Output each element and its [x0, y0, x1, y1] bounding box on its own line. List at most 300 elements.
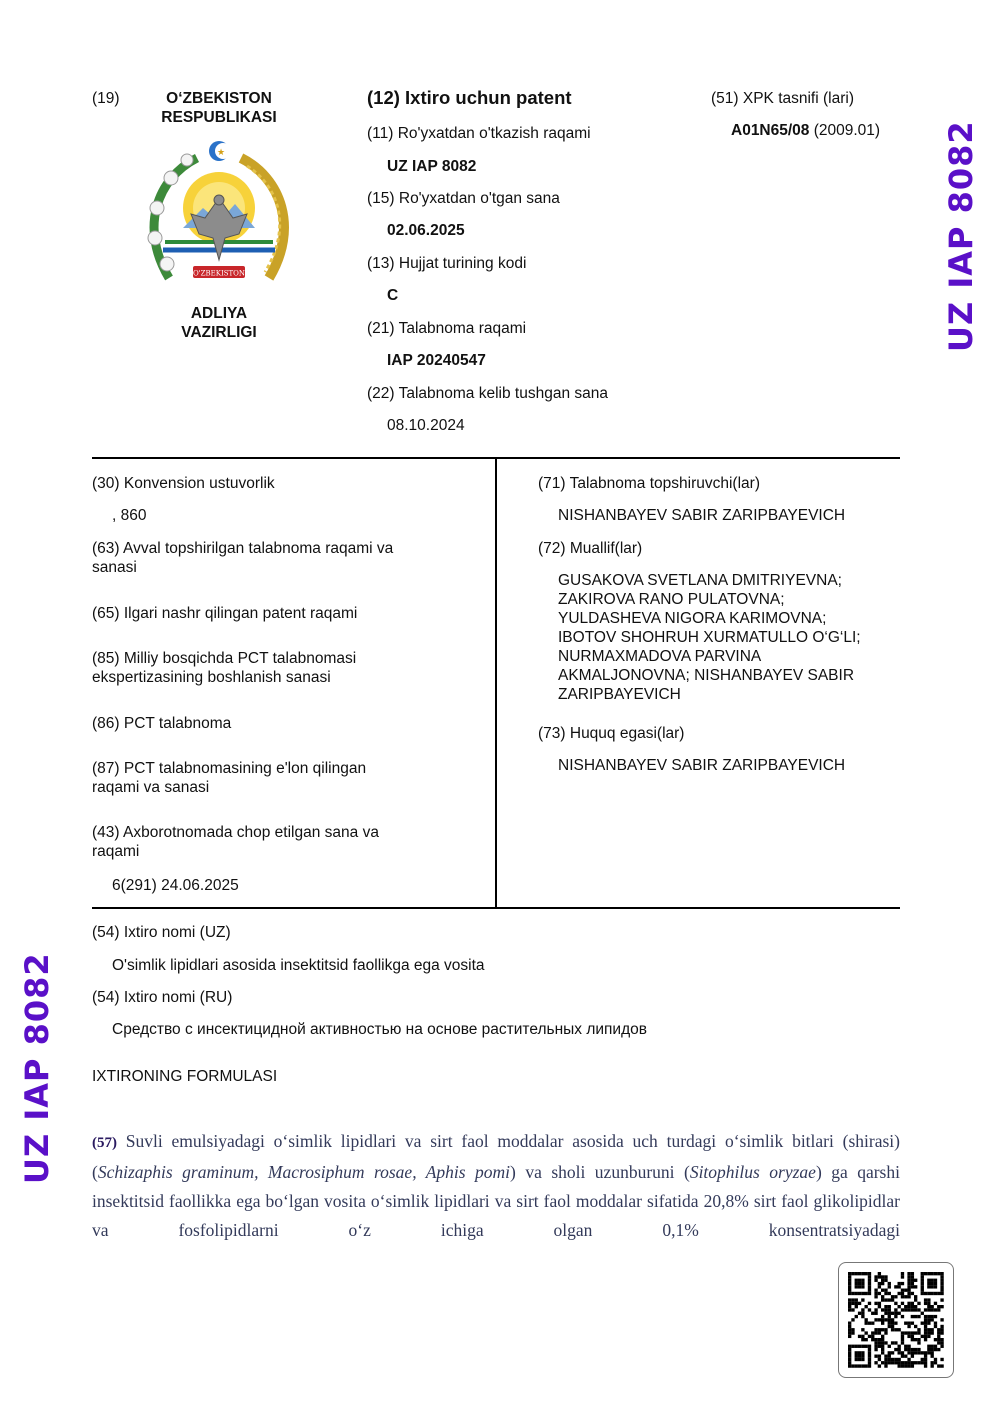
qr-module: [878, 1282, 881, 1285]
qr-module: [934, 1272, 937, 1275]
qr-module: [871, 1335, 874, 1338]
qr-module: [874, 1338, 877, 1341]
qr-module: [898, 1361, 901, 1364]
qr-module: [911, 1272, 914, 1275]
qr-module: [907, 1279, 910, 1282]
qr-module: [878, 1364, 881, 1367]
authors-value: GUSAKOVA SVETLANA DMITRIYEVNA; ZAKIROVA RANO PULATOVNA; YULDASHEVA NIGORA KARIMOVNA; IBOTOV SHOHRUH XURMATULLO O‘G‘LI; NURMAXMADOVA PARVINA AKMALJONOVNA; NISHANBAYEV SABIR ZARIPBAYEVICH: [558, 572, 861, 703]
qr-module: [904, 1322, 907, 1325]
qr-module: [921, 1335, 924, 1338]
qr-module: [855, 1272, 858, 1275]
qr-module: [904, 1295, 907, 1298]
qr-module: [914, 1298, 917, 1301]
qr-module: [924, 1325, 927, 1328]
qr-module: [878, 1358, 881, 1361]
qr-module: [874, 1275, 877, 1278]
qr-module: [888, 1345, 891, 1348]
qr-module: [851, 1298, 854, 1301]
qr-module: [848, 1292, 851, 1295]
qr-module: [927, 1351, 930, 1354]
qr-module: [881, 1341, 884, 1344]
qr-module: [931, 1272, 934, 1275]
qr-module: [911, 1364, 914, 1367]
qr-module: [871, 1322, 874, 1325]
qr-module: [874, 1292, 877, 1295]
qr-module: [898, 1364, 901, 1367]
qr-module: [924, 1361, 927, 1364]
qr-module: [927, 1298, 930, 1301]
app-number: IAP 20240547: [387, 352, 486, 369]
qr-module: [881, 1348, 884, 1351]
qr-module: [907, 1295, 910, 1298]
qr-module: [904, 1305, 907, 1308]
qr-module: [868, 1345, 871, 1348]
qr-module: [868, 1308, 871, 1311]
qr-module: [848, 1325, 851, 1328]
title-uz: O'simlik lipidlari asosida insektitsid faollikga ega vosita: [112, 957, 485, 974]
qr-module: [921, 1272, 924, 1275]
qr-module: [855, 1282, 858, 1285]
qr-module: [861, 1279, 864, 1282]
qr-module: [901, 1351, 904, 1354]
qr-module: [868, 1275, 871, 1278]
qr-module: [894, 1341, 897, 1344]
qr-module: [878, 1302, 881, 1305]
qr-module: [907, 1348, 910, 1351]
qr-module: [934, 1315, 937, 1318]
qr-module: [865, 1345, 868, 1348]
qr-module: [881, 1361, 884, 1364]
qr-module: [924, 1364, 927, 1367]
qr-module: [865, 1331, 868, 1334]
qr-module: [931, 1355, 934, 1358]
qr-module: [891, 1361, 894, 1364]
qr-module: [901, 1341, 904, 1344]
qr-module: [888, 1351, 891, 1354]
qr-module: [934, 1279, 937, 1282]
qr-module: [901, 1308, 904, 1311]
qr-module: [937, 1331, 940, 1334]
qr-module: [911, 1282, 914, 1285]
qr-module: [904, 1345, 907, 1348]
qr-module: [851, 1292, 854, 1295]
qr-module: [861, 1351, 864, 1354]
qr-module: [871, 1338, 874, 1341]
qr-module: [924, 1338, 927, 1341]
qr-module: [884, 1364, 887, 1367]
qr-module: [848, 1348, 851, 1351]
qr-module: [921, 1289, 924, 1292]
qr-module: [874, 1355, 877, 1358]
qr-module: [898, 1312, 901, 1315]
qr-module: [901, 1355, 904, 1358]
qr-module: [881, 1351, 884, 1354]
qr-module: [927, 1315, 930, 1318]
qr-module: [924, 1328, 927, 1331]
qr-module: [891, 1341, 894, 1344]
qr-module: [898, 1292, 901, 1295]
qr-module: [934, 1322, 937, 1325]
qr-module: [911, 1275, 914, 1278]
qr-module: [914, 1279, 917, 1282]
qr-module: [861, 1364, 864, 1367]
qr-module: [894, 1302, 897, 1305]
qr-module: [907, 1292, 910, 1295]
qr-module: [881, 1295, 884, 1298]
qr-module: [927, 1345, 930, 1348]
qr-module: [881, 1282, 884, 1285]
qr-module: [865, 1272, 868, 1275]
qr-module: [891, 1312, 894, 1315]
qr-module: [874, 1295, 877, 1298]
qr-module: [934, 1358, 937, 1361]
formula-heading: IXTIRONING FORMULASI: [92, 1068, 278, 1085]
qr-module: [927, 1279, 930, 1282]
qr-module: [858, 1345, 861, 1348]
priority-value: , 860: [112, 507, 147, 524]
qr-module: [934, 1285, 937, 1288]
bulletin-value: 6(291) 24.06.2025: [112, 877, 239, 894]
qr-module: [884, 1312, 887, 1315]
qr-module: [891, 1358, 894, 1361]
reg-number-label: (11) Ro'yxatdan o'tkazish raqami: [367, 125, 591, 142]
title-ru: Средство с инсектицидной активностью на основе растительных липидов: [112, 1021, 647, 1038]
qr-module: [848, 1282, 851, 1285]
qr-module: [898, 1348, 901, 1351]
qr-module: [878, 1285, 881, 1288]
qr-module: [848, 1331, 851, 1334]
qr-module: [924, 1355, 927, 1358]
qr-module: [937, 1272, 940, 1275]
qr-module: [927, 1335, 930, 1338]
qr-module: [861, 1292, 864, 1295]
qr-module: [931, 1351, 934, 1354]
qr-module: [940, 1345, 943, 1348]
qr-module: [865, 1292, 868, 1295]
qr-module: [881, 1345, 884, 1348]
qr-module: [940, 1358, 943, 1361]
side-patent-number-bottom: UZ IAP 8082: [18, 952, 56, 1184]
qr-module: [861, 1355, 864, 1358]
qr-module: [940, 1272, 943, 1275]
qr-module: [911, 1292, 914, 1295]
qr-module: [894, 1322, 897, 1325]
qr-module: [878, 1345, 881, 1348]
qr-module: [927, 1305, 930, 1308]
qr-module: [868, 1351, 871, 1354]
qr-module: [907, 1361, 910, 1364]
qr-module: [940, 1292, 943, 1295]
qr-module: [921, 1351, 924, 1354]
qr-module: [901, 1361, 904, 1364]
qr-module: [924, 1351, 927, 1354]
qr-module: [898, 1328, 901, 1331]
qr-module: [884, 1358, 887, 1361]
qr-module: [894, 1312, 897, 1315]
qr-module: [927, 1292, 930, 1295]
qr-module: [940, 1328, 943, 1331]
qr-module: [921, 1322, 924, 1325]
qr-module: [934, 1325, 937, 1328]
qr-module: [911, 1322, 914, 1325]
inid-code-19: (19): [92, 90, 120, 107]
qr-module: [874, 1279, 877, 1282]
qr-module: [898, 1351, 901, 1354]
qr-module: [888, 1322, 891, 1325]
qr-module: [881, 1275, 884, 1278]
app-date-label: (22) Talabnoma kelib tushgan sana: [367, 385, 608, 402]
side-patent-number-top: UZ IAP 8082: [942, 120, 980, 352]
qr-module: [901, 1289, 904, 1292]
doc-code-label: (13) Hujjat turining kodi: [367, 255, 527, 272]
qr-module: [878, 1318, 881, 1321]
qr-module: [904, 1361, 907, 1364]
qr-module: [937, 1341, 940, 1344]
qr-module: [901, 1272, 904, 1275]
qr-module: [891, 1298, 894, 1301]
reg-date: 02.06.2025: [387, 222, 465, 239]
qr-module: [914, 1338, 917, 1341]
qr-module: [931, 1364, 934, 1367]
qr-module: [884, 1292, 887, 1295]
qr-module: [927, 1328, 930, 1331]
qr-module: [907, 1331, 910, 1334]
qr-module: [940, 1331, 943, 1334]
qr-module: [888, 1305, 891, 1308]
qr-module: [888, 1308, 891, 1311]
qr-module: [904, 1355, 907, 1358]
qr-module: [888, 1355, 891, 1358]
qr-module: [881, 1298, 884, 1301]
qr-module: [917, 1331, 920, 1334]
table-center-rule: [495, 458, 497, 908]
qr-module: [868, 1364, 871, 1367]
qr-module: [940, 1364, 943, 1367]
qr-module: [871, 1331, 874, 1334]
qr-module: [868, 1361, 871, 1364]
qr-module: [894, 1308, 897, 1311]
qr-module: [931, 1361, 934, 1364]
qr-module: [881, 1279, 884, 1282]
qr-module: [904, 1308, 907, 1311]
qr-module: [881, 1308, 884, 1311]
qr-module: [931, 1285, 934, 1288]
qr-module: [894, 1315, 897, 1318]
qr-module: [868, 1289, 871, 1292]
qr-module: [874, 1331, 877, 1334]
ministry-name: ADLIYA VAZIRLIGI: [181, 305, 257, 341]
abstract-code: (57): [92, 1135, 117, 1151]
qr-module: [917, 1361, 920, 1364]
qr-module: [907, 1275, 910, 1278]
qr-module: [907, 1289, 910, 1292]
qr-module: [874, 1302, 877, 1305]
svg-text:★: ★: [216, 148, 226, 158]
qr-module: [907, 1351, 910, 1354]
qr-module: [874, 1341, 877, 1344]
qr-module: [937, 1292, 940, 1295]
qr-module: [858, 1292, 861, 1295]
qr-module: [874, 1361, 877, 1364]
qr-module: [901, 1338, 904, 1341]
qr-module: [851, 1308, 854, 1311]
qr-module: [855, 1364, 858, 1367]
qr-module: [888, 1298, 891, 1301]
qr-module: [911, 1331, 914, 1334]
qr-module: [937, 1305, 940, 1308]
qr-module: [911, 1285, 914, 1288]
qr-module: [904, 1289, 907, 1292]
qr-module: [851, 1331, 854, 1334]
qr-module: [901, 1275, 904, 1278]
qr-module: [858, 1312, 861, 1315]
qr-module: [901, 1302, 904, 1305]
qr-module: [874, 1308, 877, 1311]
qr-module: [911, 1305, 914, 1308]
qr-module: [861, 1335, 864, 1338]
qr-module: [917, 1328, 920, 1331]
qr-module: [848, 1355, 851, 1358]
qr-module: [858, 1285, 861, 1288]
qr-module: [937, 1328, 940, 1331]
qr-module: [924, 1298, 927, 1301]
qr-module: [858, 1351, 861, 1354]
qr-module: [931, 1345, 934, 1348]
qr-module: [940, 1275, 943, 1278]
qr-module: [851, 1345, 854, 1348]
qr-module: [871, 1312, 874, 1315]
qr-module: [888, 1361, 891, 1364]
qr-module: [917, 1341, 920, 1344]
qr-module: [884, 1298, 887, 1301]
qr-module: [901, 1315, 904, 1318]
qr-module: [937, 1348, 940, 1351]
pct-national-label: (85) Milliy bosqichda PCT talabnomasi ekspertizasining boshlanish sanasi: [92, 650, 357, 686]
qr-module: [855, 1345, 858, 1348]
app-number-label: (21) Talabnoma raqami: [367, 320, 527, 337]
qr-module: [868, 1292, 871, 1295]
qr-module: [894, 1361, 897, 1364]
qr-module: [914, 1331, 917, 1334]
qr-module: [891, 1322, 894, 1325]
qr-module: [868, 1272, 871, 1275]
qr-module: [881, 1338, 884, 1341]
qr-module: [878, 1341, 881, 1344]
qr-module: [924, 1358, 927, 1361]
qr-module: [914, 1308, 917, 1311]
qr-module: [868, 1348, 871, 1351]
qr-module: [898, 1358, 901, 1361]
qr-module: [901, 1282, 904, 1285]
qr-module: [894, 1348, 897, 1351]
qr-module: [924, 1331, 927, 1334]
qr-module: [934, 1302, 937, 1305]
qr-module: [884, 1331, 887, 1334]
qr-module: [848, 1322, 851, 1325]
qr-module: [888, 1358, 891, 1361]
qr-module: [851, 1318, 854, 1321]
earlier-app-label: (63) Avval topshirilgan talabnoma raqami va sanasi: [92, 540, 394, 576]
priority-label: (30) Konvension ustuvorlik: [92, 475, 275, 492]
qr-module: [931, 1315, 934, 1318]
qr-module: [861, 1358, 864, 1361]
qr-module: [937, 1308, 940, 1311]
qr-module: [907, 1358, 910, 1361]
qr-module: [901, 1292, 904, 1295]
qr-module: [855, 1351, 858, 1354]
abstract-part-1: Suvli emulsiyadagi o‘simlik lipidlari va sirt faol moddalar asosida uch turdagi o‘simlik bitlari (shirasi) (: [92, 1131, 900, 1182]
qr-module: [904, 1348, 907, 1351]
qr-module: [858, 1358, 861, 1361]
qr-module: [917, 1348, 920, 1351]
doc-code: C: [387, 287, 399, 304]
qr-module: [888, 1315, 891, 1318]
qr-module: [888, 1285, 891, 1288]
qr-module: [848, 1328, 851, 1331]
qr-module: [881, 1318, 884, 1321]
qr-module: [848, 1275, 851, 1278]
qr-module: [931, 1282, 934, 1285]
qr-module: [911, 1302, 914, 1305]
qr-module: [931, 1292, 934, 1295]
qr-module: [934, 1308, 937, 1311]
qr-module: [894, 1285, 897, 1288]
authors-label: (72) Muallif(lar): [538, 540, 643, 557]
qr-module: [921, 1282, 924, 1285]
app-date: 08.10.2024: [387, 417, 465, 434]
qr-module: [891, 1328, 894, 1331]
qr-module: [911, 1308, 914, 1311]
qr-module: [865, 1322, 868, 1325]
qr-module: [917, 1351, 920, 1354]
qr-module: [881, 1315, 884, 1318]
qr-module: [851, 1328, 854, 1331]
qr-module: [851, 1364, 854, 1367]
qr-module: [878, 1275, 881, 1278]
qr-module: [931, 1331, 934, 1334]
patent-type: (12) Ixtiro uchun patent: [367, 87, 572, 108]
qr-module: [855, 1279, 858, 1282]
qr-module: [921, 1292, 924, 1295]
qr-module: [931, 1318, 934, 1321]
qr-module: [940, 1285, 943, 1288]
qr-module: [924, 1308, 927, 1311]
pct-pub-label: (87) PCT talabnomasining e'lon qilingan raqami va sanasi: [92, 760, 367, 796]
reg-number: UZ IAP 8082: [387, 158, 477, 175]
qr-module: [921, 1358, 924, 1361]
ipc-label: (51) XPK tasnifi (lari): [711, 90, 854, 107]
qr-module: [940, 1338, 943, 1341]
qr-module: [881, 1335, 884, 1338]
qr-module: [934, 1338, 937, 1341]
qr-module: [868, 1285, 871, 1288]
qr-module: [848, 1345, 851, 1348]
qr-module: [858, 1302, 861, 1305]
qr-module: [884, 1318, 887, 1321]
qr-module: [891, 1325, 894, 1328]
qr-module: [878, 1338, 881, 1341]
abstract-text: [92, 1127, 900, 1245]
qr-module: [848, 1358, 851, 1361]
qr-module: [924, 1322, 927, 1325]
qr-module: [937, 1338, 940, 1341]
qr-module: [921, 1285, 924, 1288]
qr-module: [898, 1282, 901, 1285]
qr-module: [884, 1355, 887, 1358]
qr-module: [865, 1318, 868, 1321]
abstract-part-2: ) va sholi uzunburuni (: [510, 1162, 690, 1182]
emblem-ribbon-text: O'ZBEKISTON: [192, 269, 246, 278]
